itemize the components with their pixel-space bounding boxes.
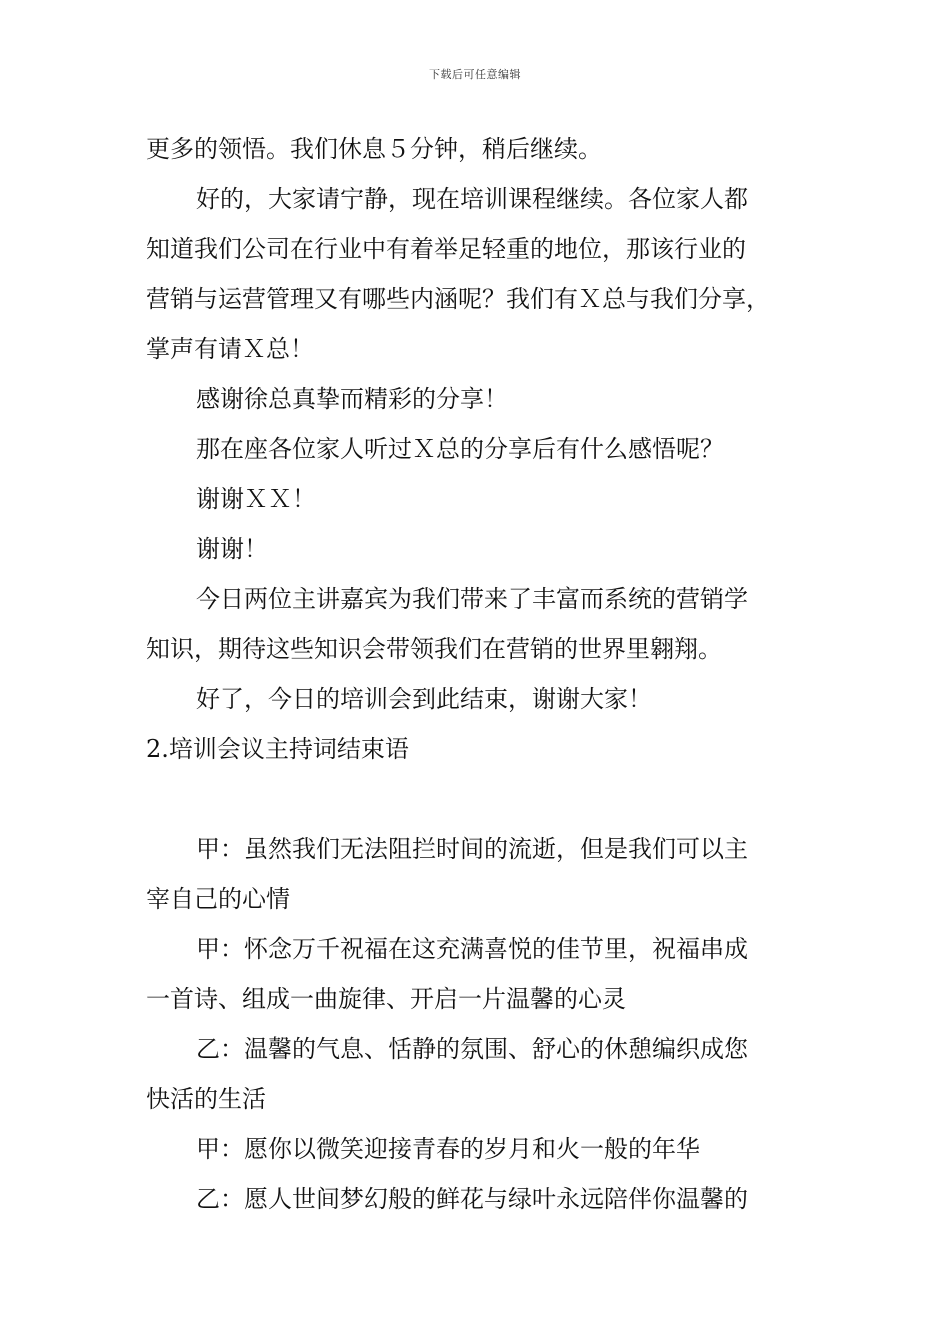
paragraph-line: 甲：怀念万千祝福在这充满喜悦的佳节里，祝福串成 [196, 935, 748, 963]
paragraph-line: 一首诗、组成一曲旋律、开启一片温馨的心灵 [146, 985, 626, 1013]
document-body [146, 124, 806, 1224]
paragraph-line: 谢谢ＸＸ！ [196, 485, 316, 513]
paragraph-line: 好的，大家请宁静，现在培训课程继续。各位家人都 [196, 185, 748, 213]
paragraph-line: 知识，期待这些知识会带领我们在营销的世界里翱翔。 [146, 635, 722, 663]
blank-spacer [146, 774, 806, 824]
paragraph-line: 掌声有请Ｘ总！ [146, 335, 314, 363]
paragraph-line: 谢谢！ [196, 535, 268, 563]
paragraph-line: 感谢徐总真挚而精彩的分享！ [196, 385, 508, 413]
paragraph-line: 知道我们公司在行业中有着举足轻重的地位，那该行业的 [146, 235, 746, 263]
section-heading: 2.培训会议主持词结束语 [146, 735, 409, 763]
paragraph-line: 快活的生活 [146, 1085, 266, 1113]
paragraph-line: 甲：虽然我们无法阻拦时间的流逝，但是我们可以主 [196, 835, 748, 863]
paragraph-line: 今日两位主讲嘉宾为我们带来了丰富而系统的营销学 [196, 585, 748, 613]
paragraph-line: 更多的领悟。我们休息５分钟，稍后继续。 [146, 135, 602, 163]
paragraph-line: 好了，今日的培训会到此结束，谢谢大家！ [196, 685, 652, 713]
paragraph-line: 甲：愿你以微笑迎接青春的岁月和火一般的年华 [196, 1135, 700, 1163]
paragraph-line: 营销与运营管理又有哪些内涵呢？我们有Ｘ总与我们分享， [146, 285, 770, 313]
paragraph-line: 宰自己的心情 [146, 885, 290, 913]
paragraph-line: 乙：温馨的气息、恬静的氛围、舒心的休憩编织成您 [196, 1035, 748, 1063]
paragraph-line: 那在座各位家人听过Ｘ总的分享后有什么感悟呢？ [196, 435, 724, 463]
page-header: 下载后可任意编辑 [429, 68, 521, 81]
paragraph-line: 乙：愿人世间梦幻般的鲜花与绿叶永远陪伴你温馨的 [196, 1185, 748, 1213]
